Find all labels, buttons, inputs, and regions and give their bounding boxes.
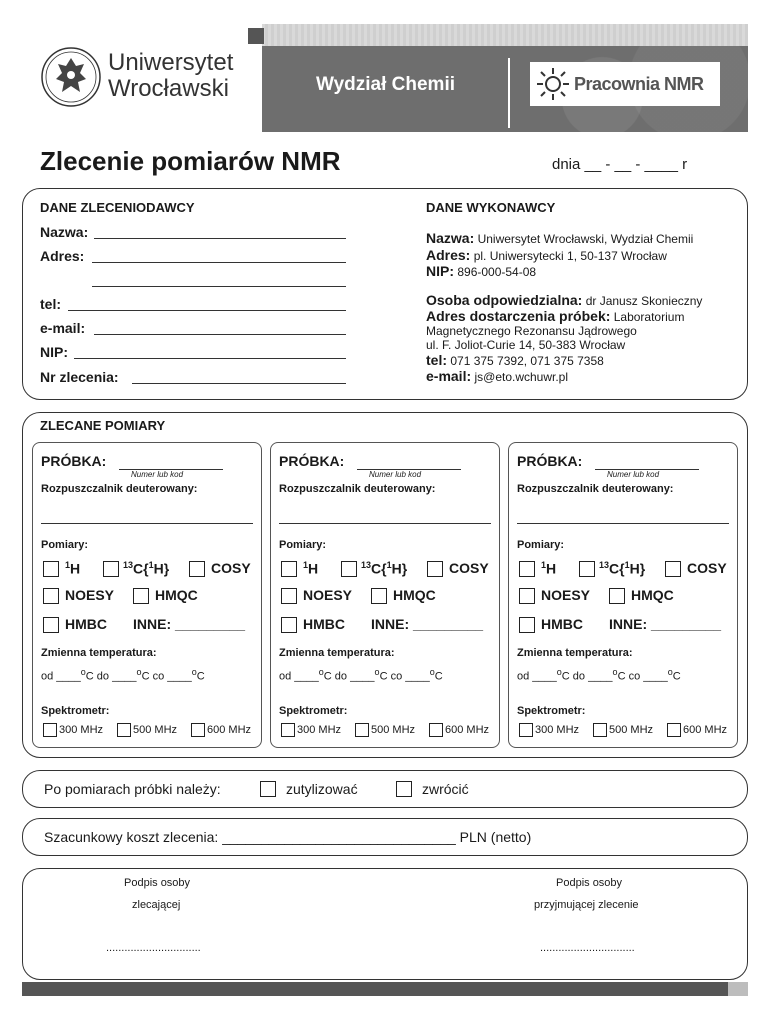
option-600mhz: 600 MHz	[683, 724, 728, 736]
checkbox-hmbc[interactable]	[519, 617, 535, 633]
client-address-label: Adres:	[40, 248, 85, 264]
university-name-line1: Uniwersytet	[108, 49, 234, 76]
solvent-input[interactable]	[41, 523, 253, 524]
checkbox-600mhz[interactable]	[429, 723, 443, 737]
checkbox-1h[interactable]	[519, 561, 535, 577]
checkbox-utilize[interactable]	[260, 781, 276, 797]
sample-card-1	[32, 442, 262, 748]
temperature-label: Zmienna temperatura:	[41, 647, 157, 659]
checkbox-hmqc[interactable]	[133, 588, 149, 604]
signature-right-line1: Podpis osoby	[556, 877, 623, 889]
sample-hint: Numer lub kod	[369, 470, 422, 479]
checkbox-cosy[interactable]	[427, 561, 443, 577]
option-1h: $^1$H	[303, 560, 319, 577]
sample-label: PRÓBKA:	[279, 453, 345, 469]
option-utilize: zutylizować	[286, 781, 358, 797]
solvent-label: Rozpuszczalnik deuterowany:	[279, 483, 436, 495]
cost-field[interactable]: Szacunkowy koszt zlecenia: ______________________________ PLN (netto)	[44, 829, 532, 845]
lab-logo	[530, 62, 720, 106]
signature-left-line2: zlecającej	[132, 899, 181, 911]
measurements-section-title: ZLECANE POMIARY	[40, 418, 166, 433]
contractor-address: Adres: pl. Uniwersytecki 1, 50-137 Wrocław	[426, 247, 667, 263]
option-13c: $^{13}$C{$^1$H}	[361, 560, 408, 577]
option-other[interactable]: INNE: _________	[609, 616, 722, 632]
option-cosy: COSY	[449, 560, 489, 576]
option-return: zwrócić	[422, 781, 469, 797]
university-name-line2: Wrocławski	[108, 75, 229, 102]
option-other[interactable]: INNE: _________	[371, 616, 484, 632]
checkbox-noesy[interactable]	[43, 588, 59, 604]
option-other[interactable]: INNE: _________	[133, 616, 246, 632]
checkbox-hmbc[interactable]	[43, 617, 59, 633]
faculty-name: Wydział Chemii	[316, 74, 456, 95]
checkbox-cosy[interactable]	[189, 561, 205, 577]
option-300mhz: 300 MHz	[297, 724, 342, 736]
solvent-label: Rozpuszczalnik deuterowany:	[517, 483, 674, 495]
checkbox-300mhz[interactable]	[519, 723, 533, 737]
client-email-input[interactable]	[94, 334, 346, 335]
temperature-fields[interactable]: od ____$^o$C do ____$^o$C co ____$^o$C	[517, 667, 681, 683]
checkbox-1h[interactable]	[281, 561, 297, 577]
option-600mhz: 600 MHz	[207, 724, 252, 736]
client-tel-input[interactable]	[68, 310, 346, 311]
client-nip-input[interactable]	[74, 358, 346, 359]
measure-label: Pomiary:	[279, 539, 327, 551]
header-corner-square	[248, 28, 264, 44]
checkbox-300mhz[interactable]	[43, 723, 57, 737]
option-500mhz: 500 MHz	[609, 724, 654, 736]
solvent-label: Rozpuszczalnik deuterowany:	[41, 483, 198, 495]
client-address-input[interactable]	[92, 262, 346, 263]
option-hmqc: HMQC	[631, 587, 674, 603]
checkbox-500mhz[interactable]	[355, 723, 369, 737]
contractor-email: e-mail: js@eto.wchuwr.pl	[426, 368, 569, 384]
date-field[interactable]: dnia __ - __ - ____ r	[552, 156, 688, 173]
temperature-fields[interactable]: od ____$^o$C do ____$^o$C co ____$^o$C	[279, 667, 443, 683]
option-hmbc: HMBC	[303, 616, 345, 632]
option-hmqc: HMQC	[393, 587, 436, 603]
checkbox-500mhz[interactable]	[117, 723, 131, 737]
checkbox-cosy[interactable]	[665, 561, 681, 577]
option-1h: $^1$H	[65, 560, 81, 577]
temperature-fields[interactable]: od ____$^o$C do ____$^o$C co ____$^o$C	[41, 667, 205, 683]
checkbox-hmqc[interactable]	[371, 588, 387, 604]
client-tel-label: tel:	[40, 296, 61, 312]
header-band-stripe	[262, 24, 748, 46]
sample-label: PRÓBKA:	[41, 453, 107, 469]
spectrometer-label: Spektrometr:	[41, 705, 110, 717]
checkbox-hmqc[interactable]	[609, 588, 625, 604]
checkbox-return[interactable]	[396, 781, 412, 797]
contractor-delivery-line3: ul. F. Joliot-Curie 14, 50-383 Wrocław	[426, 338, 626, 352]
client-email-label: e-mail:	[40, 320, 86, 336]
contractor-delivery-line2: Magnetycznego Rezonansu Jądrowego	[426, 324, 637, 338]
university-seal-icon	[40, 46, 102, 108]
checkbox-600mhz[interactable]	[191, 723, 205, 737]
client-name-label: Nazwa:	[40, 224, 89, 240]
sun-icon	[536, 67, 570, 101]
footer-bar	[22, 982, 728, 996]
option-noesy: NOESY	[65, 587, 115, 603]
client-nip-label: NIP:	[40, 344, 68, 360]
option-hmqc: HMQC	[155, 587, 198, 603]
header-divider	[508, 58, 510, 128]
option-300mhz: 300 MHz	[59, 724, 104, 736]
sample-label: PRÓBKA:	[517, 453, 583, 469]
measure-label: Pomiary:	[517, 539, 565, 551]
solvent-input[interactable]	[517, 523, 729, 524]
option-500mhz: 500 MHz	[371, 724, 416, 736]
lab-name: Pracownia NMR	[574, 73, 704, 94]
page-title: Zlecenie pomiarów NMR	[40, 146, 341, 176]
checkbox-300mhz[interactable]	[281, 723, 295, 737]
option-500mhz: 500 MHz	[133, 724, 178, 736]
client-name-input[interactable]	[94, 238, 346, 239]
checkbox-13c[interactable]	[579, 561, 595, 577]
option-13c: $^{13}$C{$^1$H}	[123, 560, 170, 577]
checkbox-600mhz[interactable]	[667, 723, 681, 737]
client-order-label: Nr zlecenia:	[40, 369, 119, 385]
signature-left-line1: Podpis osoby	[124, 877, 191, 889]
checkbox-1h[interactable]	[43, 561, 59, 577]
option-13c: $^{13}$C{$^1$H}	[599, 560, 646, 577]
university-name	[108, 50, 233, 102]
spectrometer-label: Spektrometr:	[279, 705, 348, 717]
temperature-label: Zmienna temperatura:	[517, 647, 633, 659]
client-order-input[interactable]	[132, 383, 346, 384]
checkbox-noesy[interactable]	[519, 588, 535, 604]
checkbox-hmbc[interactable]	[281, 617, 297, 633]
option-300mhz: 300 MHz	[535, 724, 580, 736]
option-noesy: NOESY	[303, 587, 353, 603]
contractor-nip: NIP: 896-000-54-08	[426, 263, 537, 279]
contractor-delivery: Adres dostarczenia próbek: Laboratorium	[426, 308, 685, 324]
signature-right-field[interactable]: ...............................	[540, 942, 635, 954]
sample-card-2	[270, 442, 500, 748]
option-600mhz: 600 MHz	[445, 724, 490, 736]
option-noesy: NOESY	[541, 587, 591, 603]
client-section-title: DANE ZLECENIODAWCY	[40, 200, 195, 215]
measure-label: Pomiary:	[41, 539, 89, 551]
option-hmbc: HMBC	[65, 616, 107, 632]
temperature-label: Zmienna temperatura:	[279, 647, 395, 659]
client-address-input-2[interactable]	[92, 286, 346, 287]
solvent-input[interactable]	[279, 523, 491, 524]
checkbox-13c[interactable]	[103, 561, 119, 577]
sample-hint: Numer lub kod	[607, 470, 660, 479]
checkbox-noesy[interactable]	[281, 588, 297, 604]
option-1h: $^1$H	[541, 560, 557, 577]
contractor-tel: tel: 071 375 7392, 071 375 7358	[426, 352, 604, 368]
option-cosy: COSY	[687, 560, 727, 576]
contractor-name: Nazwa: Uniwersytet Wrocławski, Wydział Chemii	[426, 230, 694, 246]
signature-left-field[interactable]: ...............................	[106, 942, 201, 954]
checkbox-500mhz[interactable]	[593, 723, 607, 737]
contractor-section-title: DANE WYKONAWCY	[426, 200, 556, 215]
sample-hint: Numer lub kod	[131, 470, 184, 479]
contractor-person: Osoba odpowiedzialna: dr Janusz Skonieczny	[426, 292, 703, 308]
option-cosy: COSY	[211, 560, 251, 576]
signature-right-line2: przyjmującej zlecenie	[534, 899, 639, 911]
footer-bar-end	[728, 982, 748, 996]
checkbox-13c[interactable]	[341, 561, 357, 577]
after-measurement-label: Po pomiarach próbki należy:	[44, 781, 221, 797]
option-hmbc: HMBC	[541, 616, 583, 632]
sample-card-3	[508, 442, 738, 748]
spectrometer-label: Spektrometr:	[517, 705, 586, 717]
